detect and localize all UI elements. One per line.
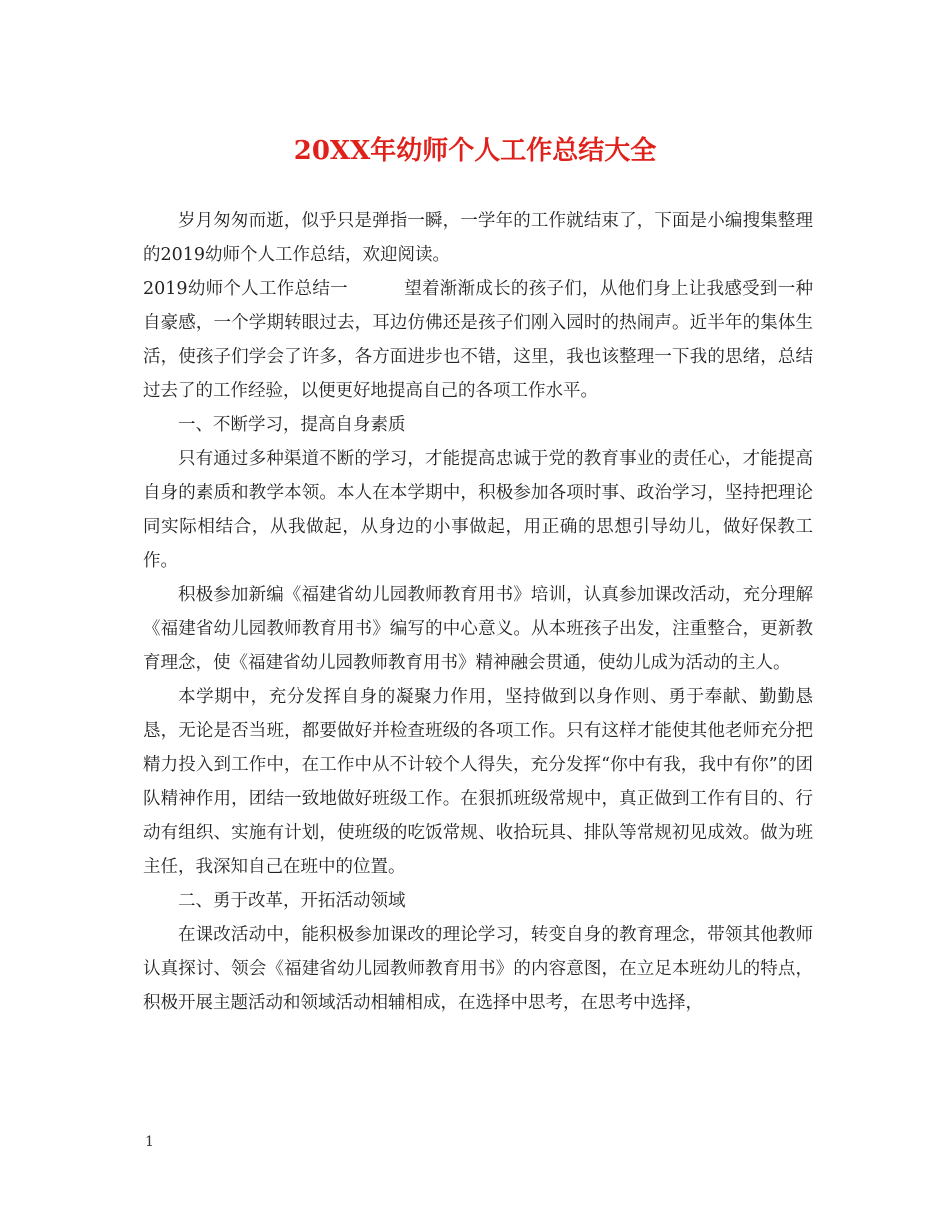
section-paragraph	[143, 272, 813, 408]
paragraph-1: 只有通过多种渠道不断的学习，才能提高忠诚于党的教育事业的责任心，才能提高自身的素质和教学本领。本人在本学期中，积极参加各项时事、政治学习，坚持把理论同实际相结合，从我做起，从身边的小事做起，用正确的思想引导幼儿，做好保教工作。	[143, 449, 813, 571]
paragraph-2: 积极参加新编《福建省幼儿园教师教育用书》培训，认真参加课改活动，充分理解《福建省幼儿园教师教育用书》编写的中心意义。从本班孩子出发，注重整合，更新教育理念，使《福建省幼儿园教师教育用书》精神融会贯通，使幼儿成为活动的主人。	[143, 585, 813, 673]
document-title: 20XX年幼师个人工作总结大全	[293, 136, 657, 166]
intro-paragraph: 岁月匆匆而逝，似乎只是弹指一瞬，一学年的工作就结束了，下面是小编搜集整理的2019幼师个人工作总结，欢迎阅读。	[143, 211, 813, 265]
paragraph-3: 本学期中，充分发挥自身的凝聚力作用，坚持做到以身作则、勇于奉献、勤勤恳恳，无论是否当班，都要做好并检查班级的各项工作。只有这样才能使其他老师充分把精力投入到工作中，在工作中从不计较个人得失，充分发挥“你中有我，我中有你”的团队精神作用，团结一致地做好班级工作。在狠抓班级常规中，真正做到工作有目的、行动有组织、实施有计划，使班级的吃饭常规、收拾玩具、排队等常规初见成效。做为班主任，我深知自己在班中的位置。	[143, 687, 813, 877]
heading-1: 一、不断学习，提高自身素质	[178, 415, 406, 435]
heading-2: 二、勇于改革，开拓活动领域	[178, 891, 406, 911]
document-body	[143, 204, 813, 1020]
section-opening: 望着渐渐成长的孩子们，从他们身上让我感受到一种自豪感，一个学期转眼过去，耳边仿佛还是孩子们刚入园时的热闹声。近半年的集体生活，使孩子们学会了许多，各方面进步也不错，这里，我也该整理一下我的思绪，总结过去了的工作经验，以便更好地提高自己的各项工作水平。	[143, 279, 813, 401]
paragraph-4: 在课改活动中，能积极参加课改的理论学习，转变自身的教育理念，带领其他教师认真探讨、领会《福建省幼儿园教师教育用书》的内容意图，在立足本班幼儿的特点，积极开展主题活动和领域活动相辅相成，在选择中思考，在思考中选择，	[143, 925, 813, 1013]
section-label: 2019幼师个人工作总结一	[143, 279, 348, 299]
page-number: 1	[145, 1134, 154, 1150]
